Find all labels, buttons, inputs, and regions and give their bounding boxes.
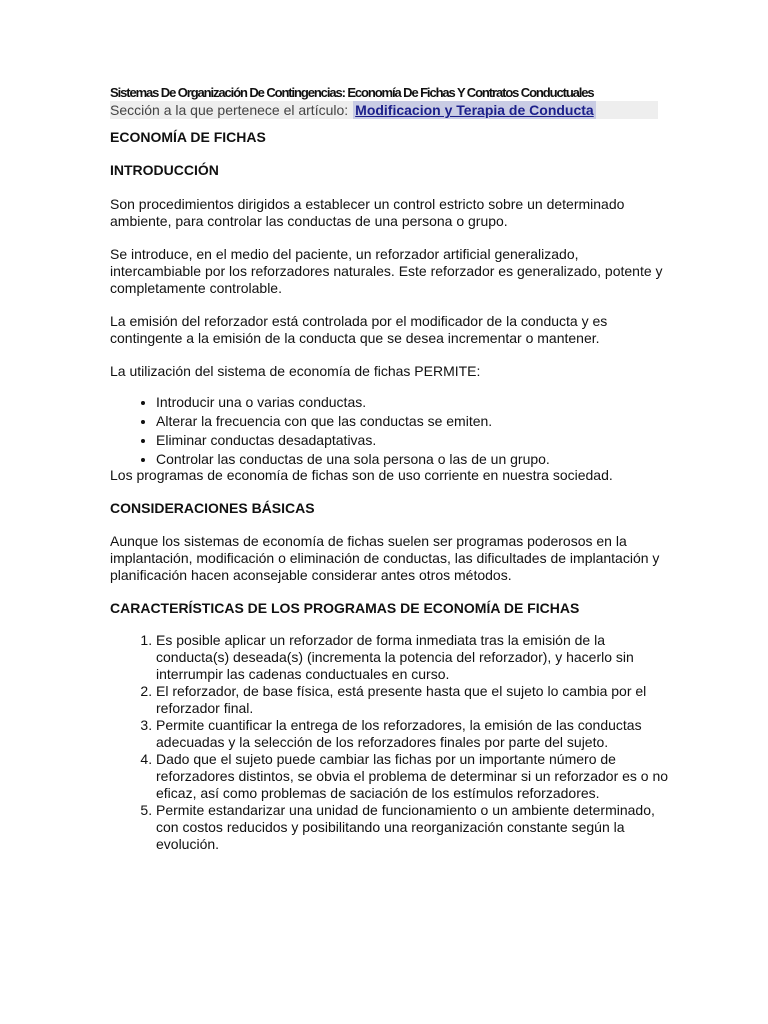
article-title: Sistemas De Organización De Contingencias: Economía De Fichas Y Contratos Conductuales (110, 85, 594, 100)
paragraph-5: Los programas de economía de fichas son de uso corriente en nuestra sociedad. (110, 467, 613, 483)
list-item: • Alterar la frecuencia con que las conductas se emiten. (156, 412, 670, 431)
heading-consideraciones: CONSIDERACIONES BÁSICAS (110, 500, 315, 516)
list-item: • Introducir una o varias conductas. (156, 393, 670, 412)
caracteristicas-list (110, 632, 670, 853)
heading-economia: ECONOMÍA DE FICHAS (110, 129, 266, 145)
list-item: 5. Permite estandarizar una unidad de funcionamiento o un ambiente determinado, con costos reducidos y posibilitando una reorganización constante según la evolución. (156, 802, 670, 853)
list-item: 4. Dado que el sujeto puede cambiar las fichas por un importante número de reforzadores distintos, se obvia el problema de determinar si un reforzador es o no eficaz, así como problemas de saciación de los estímulos reforzadores. (156, 751, 670, 802)
list-item: • Controlar las conductas de una sola persona o las de un grupo. (156, 450, 670, 469)
heading-introduccion: INTRODUCCIÓN (110, 162, 219, 178)
permite-list (110, 393, 670, 469)
paragraph-6: Aunque los sistemas de economía de fichas suelen ser programas poderosos en la implantación, modificación o eliminación de conductas, las dificultades de implantación y planificación hacen aconsejable considerar antes otros métodos. (110, 533, 660, 583)
list-item: 3. Permite cuantificar la entrega de los reforzadores, la emisión de las conductas adecuadas y la selección de los reforzadores finales por parte del sujeto. (156, 717, 670, 751)
document-page (110, 84, 670, 853)
heading-caracteristicas: CARACTERÍSTICAS DE LOS PROGRAMAS DE ECONOMÍA DE FICHAS (110, 600, 580, 616)
paragraph-4: La utilización del sistema de economía de fichas PERMITE: (110, 363, 481, 379)
list-item: • Eliminar conductas desadaptativas. (156, 431, 670, 450)
paragraph-3: La emisión del reforzador está controlada por el modificador de la conducta y es contingente a la emisión de la conducta que se desea incrementar o mantener. (110, 313, 608, 346)
list-item: 1. Es posible aplicar un reforzador de forma inmediata tras la emisión de la conducta(s) deseada(s) (incrementa la potencia del reforzador), y hacerlo sin interrumpir las cadenas conductuales en curso. (156, 632, 670, 683)
list-item: 2. El reforzador, de base física, está presente hasta que el sujeto lo cambia por el reforzador final. (156, 683, 670, 717)
section-row (110, 101, 658, 119)
paragraph-2: Se introduce, en el medio del paciente, un reforzador artificial generalizado, intercambiable por los reforzadores naturales. Este reforzador es generalizado, potente y completamente controlable. (110, 246, 663, 296)
section-label: Sección a la que pertenece el artículo: (110, 102, 349, 118)
paragraph-1: Son procedimientos dirigidos a establecer un control estricto sobre un determinado ambiente, para controlar las conductas de una persona o grupo. (110, 196, 625, 229)
section-link[interactable]: Modificacion y Terapia de Conducta (355, 102, 594, 118)
